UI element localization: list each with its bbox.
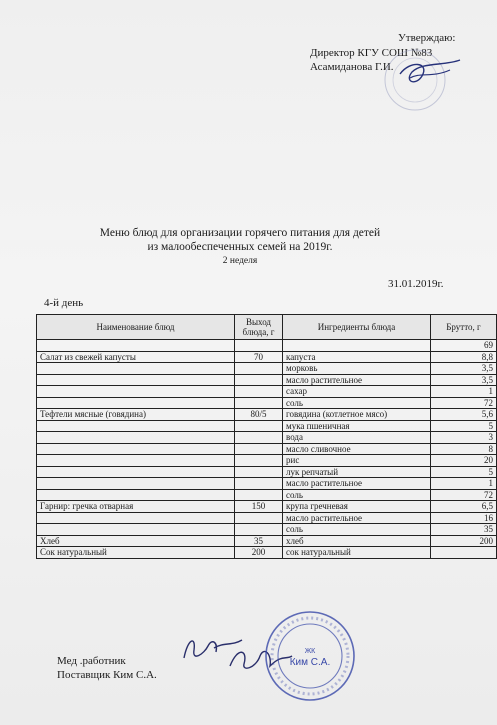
yield-cell [235,443,283,455]
brutto-cell: 8,8 [431,351,497,363]
title-line-2: из малообеспеченных семей на 2019г. [147,241,333,253]
brutto-cell: 1 [431,386,497,398]
yield-cell [235,478,283,490]
ingredient-cell: мука пшеничная [283,420,431,432]
header-ingredients: Ингредиенты блюда [283,315,431,340]
ingredient-cell: соль [283,524,431,536]
table-row [37,478,497,490]
supplier-label: Поставщик Ким С.А. [57,669,157,681]
dish-cell [37,512,235,524]
table-row [37,501,497,513]
yield-cell [235,363,283,375]
dish-cell [37,420,235,432]
ingredient-cell: говядина (котлетное мясо) [283,409,431,421]
ingredient-cell: масло сливочное [283,443,431,455]
yield-cell [235,524,283,536]
dish-cell [37,374,235,386]
yield-cell [235,432,283,444]
dish-cell: Сок натуральный [37,547,235,559]
brutto-cell: 5 [431,466,497,478]
yield-cell [235,455,283,467]
ingredient-cell: масло растительное [283,478,431,490]
yield-cell [235,466,283,478]
ingredient-cell: капуста [283,351,431,363]
dish-cell: Тефтели мясные (говядина) [37,409,235,421]
ingredient-cell: соль [283,489,431,501]
yield-cell [235,374,283,386]
dish-cell [37,443,235,455]
brutto-cell: 72 [431,489,497,501]
table-row [37,397,497,409]
brutto-cell: 1 [431,478,497,490]
yield-cell [235,489,283,501]
ingredient-cell: морковь [283,363,431,375]
table-cell [235,340,283,352]
ingredient-cell: вода [283,432,431,444]
header-brutto: Брутто, г [431,315,497,340]
brutto-cell: 16 [431,512,497,524]
svg-text:ЖК: ЖК [304,648,316,655]
ingredient-cell: рис [283,455,431,467]
ingredient-cell: сахар [283,386,431,398]
director-title: Директор КГУ СОШ №83 [310,47,433,59]
dish-cell: Гарнир: гречка отварная [37,501,235,513]
table-cell [283,340,431,352]
week-label: 2 неделя [222,256,258,266]
ingredient-cell: сок натуральный [283,547,431,559]
title-line-1: Меню блюд для организации горячего питания для детей [99,227,381,239]
dish-cell [37,466,235,478]
brutto-cell: 5 [431,420,497,432]
dish-cell [37,489,235,501]
table-cell [37,340,235,352]
table-row [37,420,497,432]
brutto-cell: 3,5 [431,363,497,375]
yield-cell: 200 [235,547,283,559]
table-row [37,455,497,467]
table-row [37,351,497,363]
dish-cell [37,397,235,409]
table-row [37,432,497,444]
supplier-stamp [262,608,358,704]
ingredient-cell: соль [283,397,431,409]
ingredient-cell: масло растительное [283,374,431,386]
dish-cell [37,478,235,490]
director-signature [360,42,470,112]
day-label: 4-й день [44,297,84,309]
table-row [37,386,497,398]
dish-cell: Салат из свежей капусты [37,351,235,363]
yield-cell: 150 [235,501,283,513]
brutto-cell: 5,6 [431,409,497,421]
table-row [37,443,497,455]
table-row [37,512,497,524]
brutto-cell: 200 [431,535,497,547]
dish-cell [37,455,235,467]
dish-cell [37,386,235,398]
director-name: Асамиданова Г.И. [310,61,394,73]
header-dish: Наименование блюд [37,315,235,340]
brutto-cell: 8 [431,443,497,455]
dish-cell [37,363,235,375]
med-worker-label: Мед .работник [57,655,126,667]
yield-cell [235,512,283,524]
menu-table [36,314,497,559]
ingredient-cell: масло растительное [283,512,431,524]
yield-cell: 35 [235,535,283,547]
table-row [37,489,497,501]
ingredient-cell: крупа гречневая [283,501,431,513]
yield-cell [235,420,283,432]
table-row [37,547,497,559]
brutto-cell: 20 [431,455,497,467]
svg-text:Ким С.А.: Ким С.А. [289,657,331,668]
table-row [37,466,497,478]
table-row [37,524,497,536]
yield-cell [235,386,283,398]
table-row [37,409,497,421]
dish-cell [37,524,235,536]
menu-date: 31.01.2019г. [388,278,444,290]
brutto-cell: 6,5 [431,501,497,513]
dish-cell [37,432,235,444]
dish-cell: Хлеб [37,535,235,547]
header-yield: Выход блюда, г [235,315,283,340]
table-row [37,363,497,375]
ingredient-cell: лук репчатый [283,466,431,478]
approval-label: Утверждаю: [398,32,456,44]
brutto-cell [431,547,497,559]
brutto-cell: 3,5 [431,374,497,386]
brutto-cell: 3 [431,432,497,444]
brutto-cell: 35 [431,524,497,536]
yield-cell: 70 [235,351,283,363]
yield-cell: 80/5 [235,409,283,421]
brutto-cell: 69 [431,340,497,352]
yield-cell [235,397,283,409]
brutto-cell: 72 [431,397,497,409]
ingredient-cell: хлеб [283,535,431,547]
table-row [37,374,497,386]
table-row [37,535,497,547]
